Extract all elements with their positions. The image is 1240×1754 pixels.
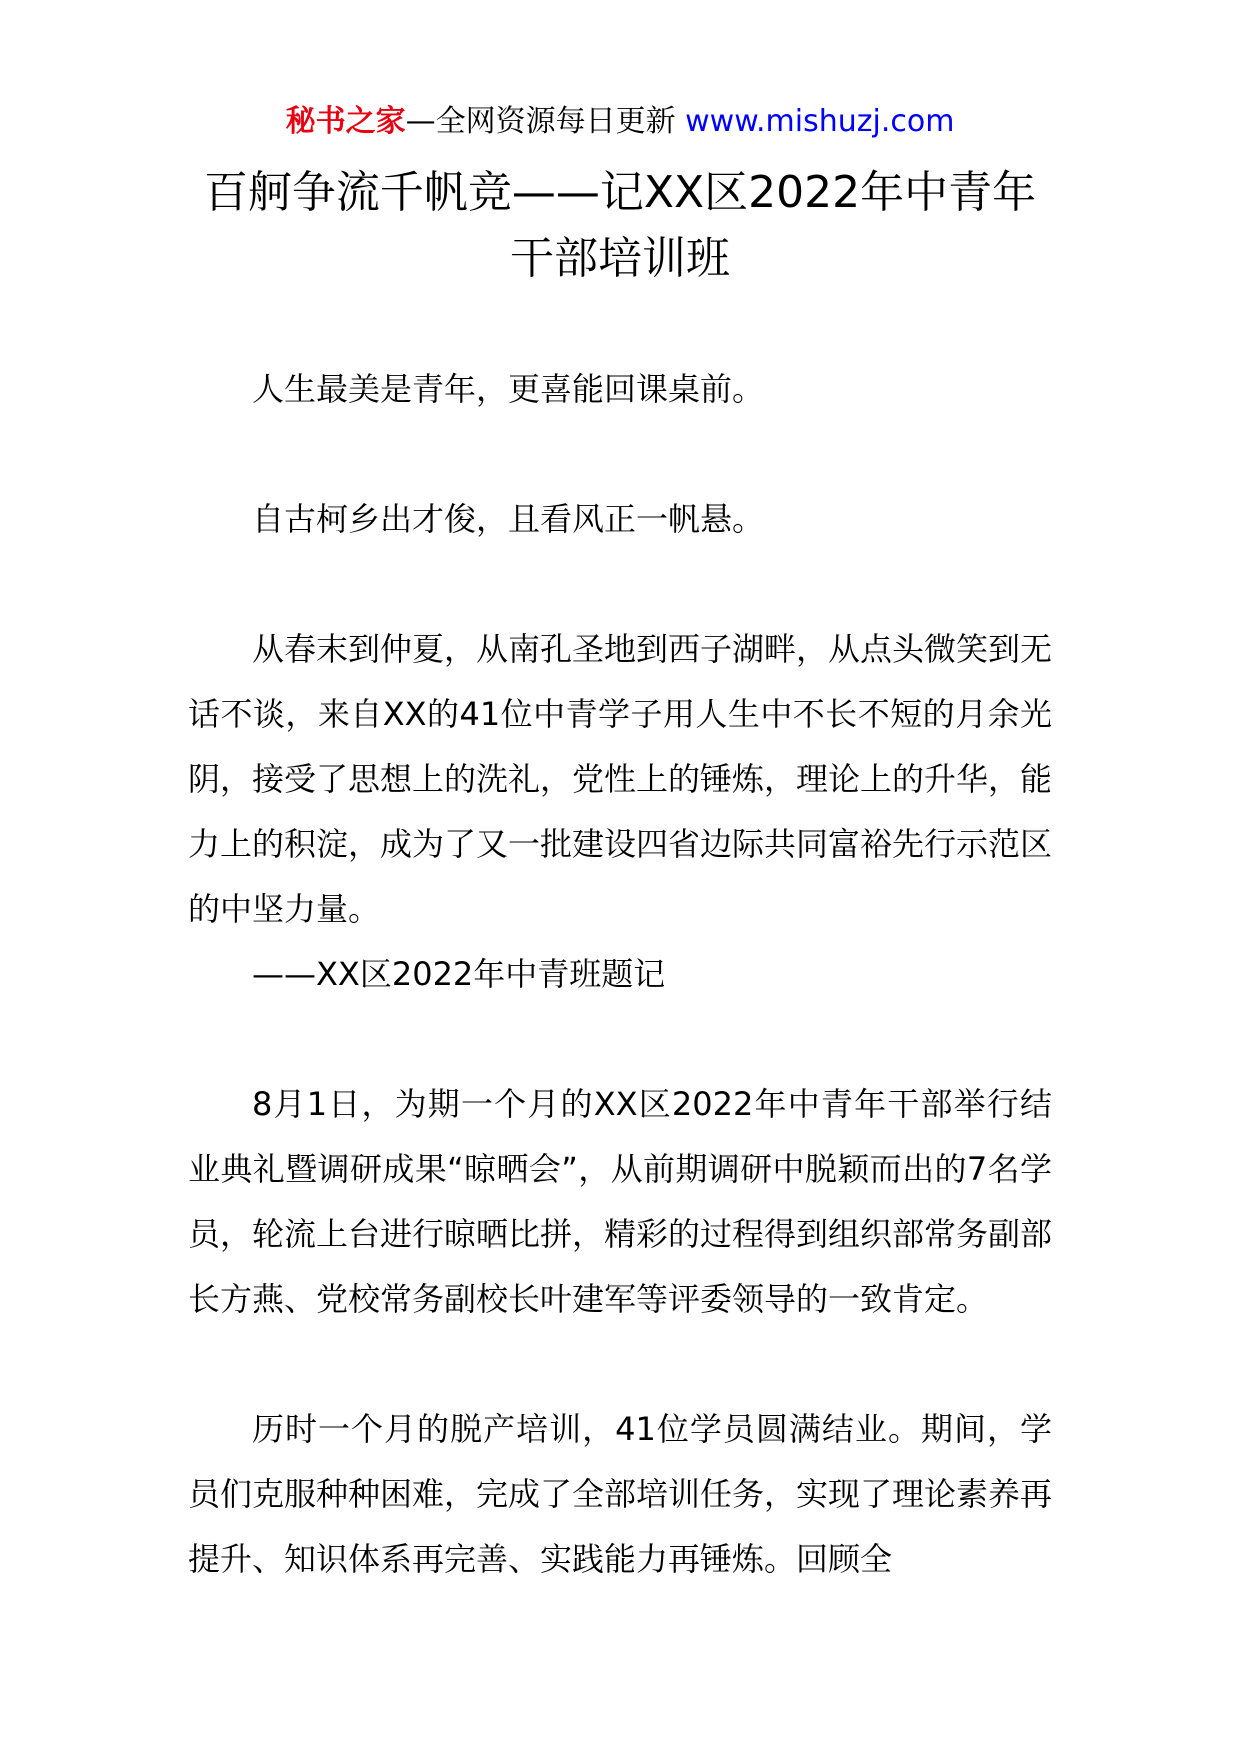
site-url-link[interactable]: www.mishuzj.com xyxy=(685,104,955,139)
header-banner xyxy=(0,100,1240,144)
document-title xyxy=(160,160,1080,292)
paragraph-training-summary: 历时一个月的脱产培训，41位学员圆满结业。期间，学员们克服种种困难，完成了全部培训任务，实现了理论素养再提升、知识体系再完善、实践能力再锤炼。回顾全 xyxy=(188,1410,1053,1578)
paragraph-intro: 从春末到仲夏，从南孔圣地到西子湖畔，从点头微笑到无话不谈，来自XX的41位中青学子用人生中不长不短的月余光阴，接受了思想上的洗礼，党性上的锤炼，理论上的升华，能力上的积淀，成为了又一批建设四省边际共同富裕先行示范区的中坚力量。 xyxy=(188,630,1053,928)
header-tagline: —全网资源每日更新 xyxy=(405,104,676,139)
title-line-2: 干部培训班 xyxy=(510,233,730,284)
paragraph-ceremony: 8月1日，为期一个月的XX区2022年中青年干部举行结业典礼暨调研成果“晾晒会”，从前期调研中脱颖而出的7名学员，轮流上台进行晾晒比拼，精彩的过程得到组织部常务副部长方燕、党校常务副校长叶建军等评委领导的一致肯定。 xyxy=(188,1085,1053,1318)
brand-name: 秘书之家 xyxy=(285,104,406,139)
paragraph-poem-line-2: 自古柯乡出才俊，且看风正一帆悬。 xyxy=(252,500,765,538)
paragraph-epigraph: ——XX区2022年中青班题记 xyxy=(252,955,666,993)
paragraph-poem-line-1: 人生最美是青年，更喜能回课桌前。 xyxy=(252,370,765,408)
title-line-1: 百舸争流千帆竞——记XX区2022年中青年 xyxy=(203,167,1037,218)
